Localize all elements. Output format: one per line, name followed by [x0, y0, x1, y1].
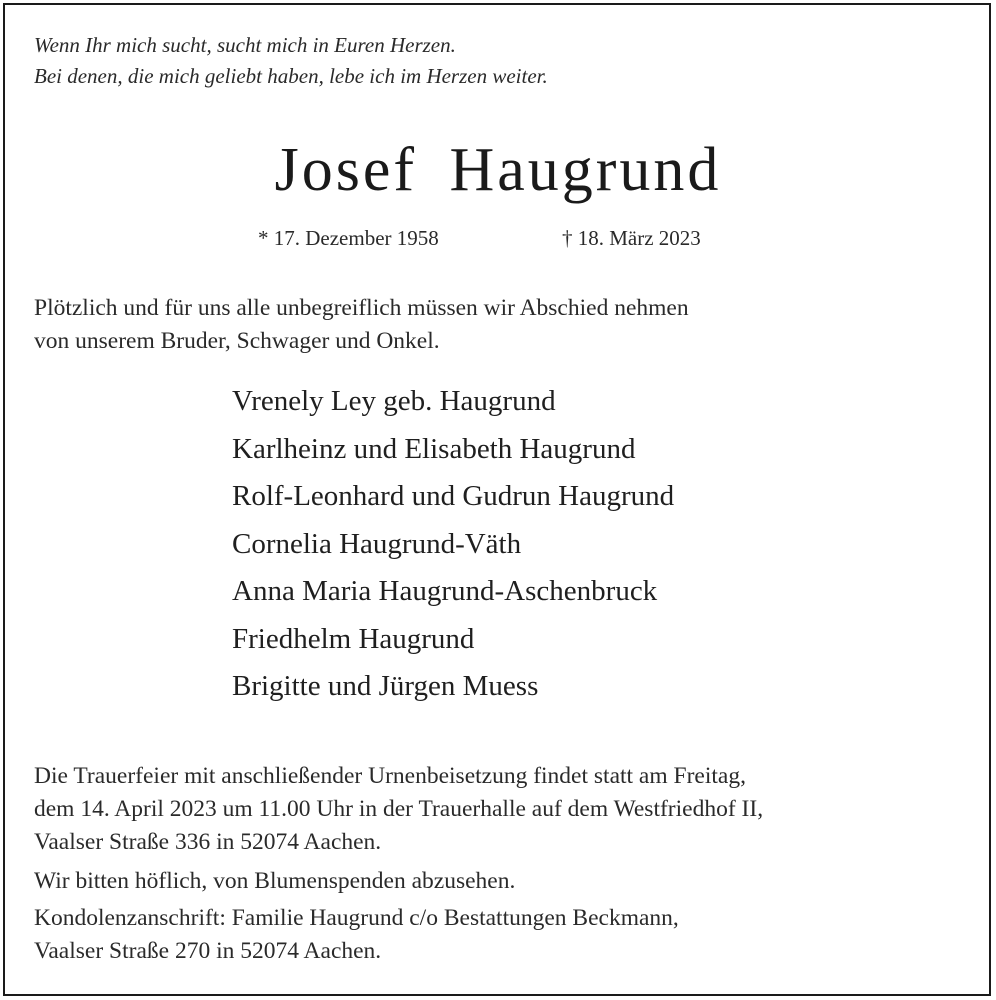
death-date: † 18. März 2023 [562, 226, 701, 250]
service-line-3: Vaalser Straße 336 in 52074 Aachen. [34, 829, 382, 855]
condolence-line-2: Vaalser Straße 270 in 52074 Aachen. [34, 938, 382, 964]
farewell-text [34, 292, 689, 358]
motto-quote [34, 30, 548, 92]
mourner-name: Vrenely Ley geb. Haugrund [232, 385, 556, 417]
farewell-line-2: von unserem Bruder, Schwager und Onkel. [34, 328, 440, 354]
mourner-name: Rolf-Leonhard und Gudrun Haugrund [232, 480, 675, 512]
service-line-1: Die Trauerfeier mit anschließender Urnenbeisetzung findet statt am Freitag, [34, 763, 746, 789]
mourner-name: Karlheinz und Elisabeth Haugrund [232, 432, 636, 465]
birth-date: * 17. Dezember 1958 [258, 226, 439, 250]
motto-line-2: Bei denen, die mich geliebt haben, lebe ich im Herzen weiter. [34, 64, 548, 88]
mourner-name: Anna Maria Haugrund-Aschenbruck [232, 575, 658, 607]
farewell-line-1: Plötzlich und für uns alle unbegreiflich müssen wir Abschied nehmen [34, 295, 689, 321]
mourner-name: Friedhelm Haugrund [232, 622, 475, 655]
service-line-2: dem 14. April 2023 um 11.00 Uhr in der Trauerhalle auf dem Westfriedhof II, [34, 796, 764, 822]
deceased-name: Josef Haugrund [274, 136, 722, 204]
mourner-name: Cornelia Haugrund-Väth [232, 527, 522, 560]
motto-line-1: Wenn Ihr mich sucht, sucht mich in Euren Herzen. [34, 33, 456, 57]
funeral-service-info [34, 760, 763, 859]
condolence-address [34, 902, 679, 968]
mourners-list [232, 378, 674, 711]
flowers-request: Wir bitten höflich, von Blumenspenden abzusehen. [34, 868, 516, 894]
condolence-line-1: Kondolenzanschrift: Familie Haugrund c/o Bestattungen Beckmann, [34, 905, 679, 931]
mourner-name: Brigitte und Jürgen Muess [232, 670, 539, 702]
